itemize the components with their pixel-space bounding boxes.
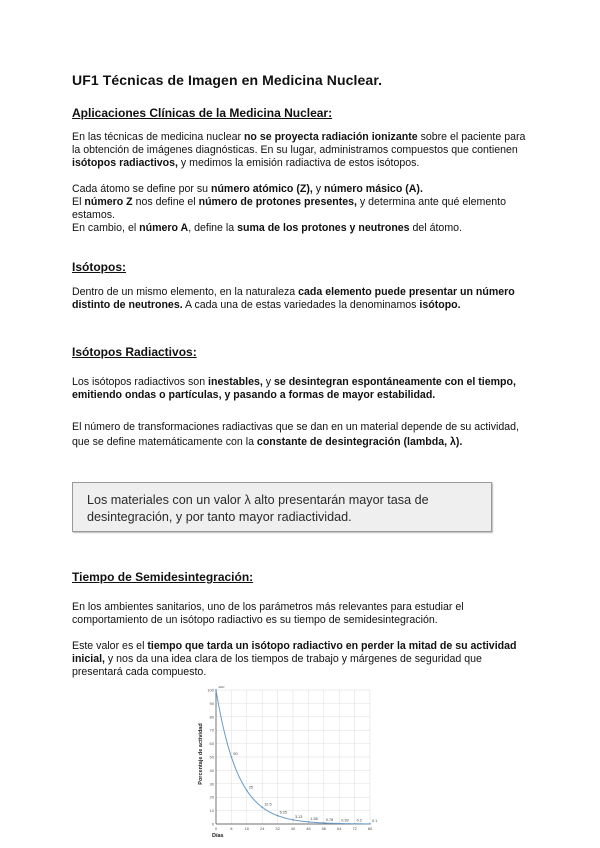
chart-data-point (215, 689, 217, 691)
text-run: Los isótopos radiactivos son (72, 376, 209, 388)
document-title: UF1 Técnicas de Imagen en Medicina Nuclear. (72, 72, 383, 88)
bold-run: número de protones presentes, (198, 196, 357, 208)
chart-y-tick-label: 30 (209, 781, 214, 787)
paragraph-semidesintegracion-1: En los ambientes sanitarios, uno de los parámetros más relevantes para estudiar el comportamiento de un isótopo radiactivo es su tiempo de semidesintegración. (72, 601, 464, 626)
chart-data-point (261, 806, 263, 808)
bold-run: cada elemento puede presentar un número distinto de neutrones. (72, 286, 515, 311)
chart-y-tick-label: 100 (207, 687, 214, 693)
chart-y-tick-label: 50 (209, 754, 214, 760)
chart-y-tick-label: 90 (209, 700, 214, 706)
paragraph-aplicaciones-1 (72, 131, 534, 170)
chart-data-point (231, 756, 233, 758)
decay-chart (196, 686, 378, 840)
chart-data-point (354, 823, 356, 825)
chart-x-axis-label: Días (212, 833, 224, 839)
chart-data-label: 12.5 (264, 802, 272, 807)
text-run: y medimos la emisión radiactiva de estos isótopos. (177, 157, 420, 169)
text-run: sobre el paciente para la obtención de imágenes diagnósticas. En su lugar, administramos compuestos que contienen (72, 131, 526, 156)
chart-x-tick-label: 64 (336, 826, 342, 831)
text-run: En las técnicas de medicina nuclear (72, 131, 244, 143)
text-run: En cambio, el (72, 222, 140, 234)
chart-x-tick-label: 40 (290, 826, 296, 831)
chart-data-label: 0.78 (325, 817, 334, 822)
chart-x-tick-label: 72 (352, 826, 357, 831)
chart-x-tick-label: 24 (259, 826, 265, 831)
text-run: y (312, 183, 324, 195)
chart-x-tick-label: 8 (230, 826, 233, 831)
chart-data-label: 3.13 (295, 814, 303, 819)
chart-y-tick-label: 60 (209, 741, 214, 747)
chart-x-tick-label: 80 (367, 826, 373, 831)
chart-x-tick-label: 56 (321, 826, 327, 831)
chart-data-point (292, 819, 294, 821)
paragraph-isotopos-1 (72, 286, 534, 312)
bold-run: número A (139, 222, 189, 234)
bold-run: isótopo. (419, 299, 461, 311)
heading-semidesintegracion: Tiempo de Semidesintegración: (72, 570, 254, 584)
text-run: , define la (188, 222, 238, 234)
heading-aplicaciones: Aplicaciones Clínicas de la Medicina Nuclear: (72, 106, 333, 120)
bold-run: suma de los protones y neutrones (237, 222, 410, 234)
chart-data-point (277, 815, 279, 817)
bold-run: tiempo que tarda un isótopo radiactivo en perder la mitad de su actividad inicial, (72, 640, 517, 665)
bold-run: no se proyecta radiación ionizante (243, 131, 418, 143)
line-numero-z (72, 196, 534, 222)
text-run: nos define el (132, 196, 199, 208)
chart-y-tick-label: 20 (209, 794, 214, 800)
paragraph-semidesintegracion-2 (72, 640, 534, 679)
chart-y-tick-label: 70 (209, 727, 214, 733)
bold-run: número Z (84, 196, 133, 208)
chart-y-tick-label: 80 (209, 714, 214, 720)
chart-y-tick-label: 0 (211, 821, 214, 827)
bold-run: se desintegran espontáneamente con el tiempo, emitiendo ondas o partículas, y pasando a formas de mayor estabilidad. (72, 376, 516, 401)
chart-x-tick-label: 48 (306, 826, 311, 831)
chart-data-label: 50 (233, 752, 238, 756)
text-run: del átomo. (409, 222, 462, 234)
text-run: Dentro de un mismo elemento, en la naturaleza (72, 286, 299, 298)
paragraph-radiactivos-1 (72, 376, 534, 402)
heading-isotopos: Isótopos: (72, 260, 126, 274)
bold-run: inestables, (208, 376, 263, 388)
chart-data-label: 0.1 (372, 818, 378, 823)
chart-data-point (308, 821, 310, 823)
chart-data-point (246, 790, 248, 792)
chart-x-tick-label: 16 (244, 826, 250, 831)
text-run: A cada una de estas variedades la denominamos (182, 299, 420, 311)
callout-text: Los materiales con un valor λ alto presentarán mayor tasa de desintegración, y por tanto mayor radiactividad. (87, 493, 429, 524)
chart-y-tick-label: 10 (209, 808, 214, 814)
bold-run: isótopos radiactivos, (72, 157, 178, 169)
text-run: y determina ante qué elemento estamos. (72, 196, 506, 221)
text-run: El (72, 196, 85, 208)
chart-grid (216, 690, 370, 824)
bold-run: constante de desintegración (lambda, λ). (256, 435, 463, 448)
chart-data-label: 6.25 (279, 810, 287, 815)
paragraph-radiactivos-2 (72, 420, 534, 449)
paragraph-aplicaciones-2 (72, 183, 534, 235)
text-run: Cada átomo se define por su (72, 183, 211, 195)
heading-isotopos-radiactivos: Isótopos Radiactivos: (72, 345, 197, 359)
chart-x-tick-label: 32 (275, 826, 280, 831)
chart-data-label: 1.56 (310, 816, 318, 821)
chart-data-labels (218, 686, 377, 823)
chart-data-label: 0.2 (356, 818, 362, 823)
chart-data-point (323, 822, 325, 824)
line-numero-a (72, 222, 534, 235)
chart-y-axis-label: Porcentaje de actividad (198, 723, 204, 785)
text-run: y nos da una idea clara de los tiempos de trabajo y márgenes de seguridad que presentará cada compuesto. (72, 653, 482, 678)
text-run: y (262, 376, 274, 388)
chart-data-point (369, 823, 371, 825)
bold-run: número atómico (Z), (210, 183, 313, 195)
chart-data-label: 0.39 (341, 818, 349, 823)
chart-data-point (338, 823, 340, 825)
text-run: El número de transformaciones radiactivas que se dan en un material depende de su actividad, que se define matemáticamente con la (72, 421, 519, 448)
bold-run: número másico (A). (324, 183, 423, 195)
callout-box (72, 482, 492, 532)
chart-data-label: 100 (218, 686, 225, 689)
chart-x-tick-label: 0 (214, 826, 218, 831)
line-atomo (72, 183, 534, 196)
chart-data-label: 25 (248, 785, 254, 790)
text-run: Este valor es el (72, 640, 148, 652)
chart-y-tick-label: 40 (209, 767, 214, 773)
